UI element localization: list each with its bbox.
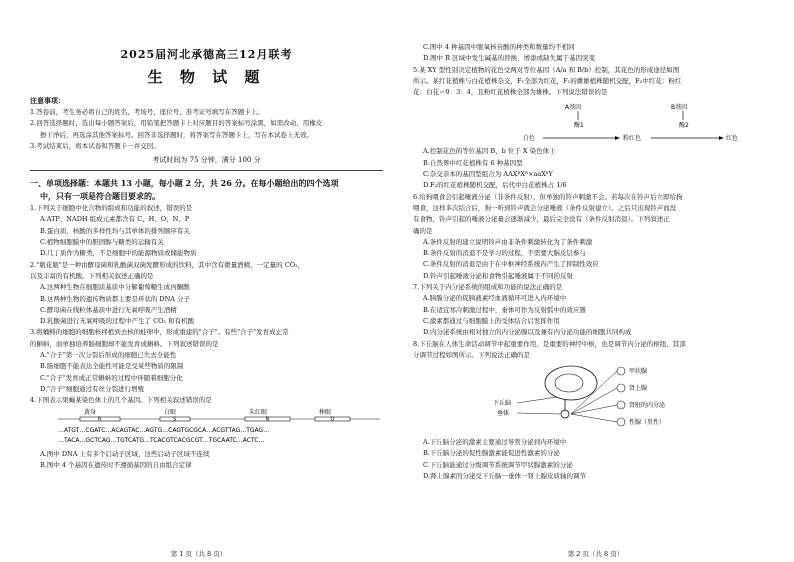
target-organ-icon [617,401,625,409]
enzyme-2-label: 酶2 [679,122,689,130]
question-text: 1.下列关于细胞中化合物的组成和功能的叙述，错误的是 [30,204,193,213]
pituitary-label: 垂体 [497,410,510,418]
answer-option: A.这两种生物在细胞质基质中分解葡萄糖生成丙酮酸 [40,283,190,292]
answer-option: A.图中 DNA 上有多个启动子区域，这些启动子区域不连续 [40,449,210,458]
red-pigment: 红色 [726,135,739,143]
question-text: 8.下丘脑在人体生命活动调节中起重要作用，是重要的神经中枢，也是调节内分泌的枢纽，其部 [413,339,686,348]
gene-diagram [50,408,400,448]
target-arrow [571,371,617,414]
answer-option: B.在适宜寒冷刺激过程中，垂体可作为反射弧中的效应器 [423,305,586,314]
white-pigment: 白色 [523,135,536,143]
answer-option: A."合子"第一次分裂后形成的细胞已失去全能性 [40,351,177,360]
gene-b-label: B基因 [671,104,688,112]
answer-option: D.内分泌系统由相对独立的内分泌腺以及兼有内分泌功能的细胞共同构成 [423,328,632,337]
answer-option: A.胰腺分泌的促胰液素经血液循环可进入内环境中 [423,294,567,303]
question-block-left-after [30,449,383,472]
time-info: 考试时间为 75 分钟，满分 100 分 [152,156,261,165]
question-block-left [30,203,383,406]
target-arrow [571,388,617,414]
gene-name-label: 黄身 [84,408,97,416]
answer-option: D.图中 R 区域中发生碱基的替换，增添或缺失属于基因突变 [423,54,596,63]
question-text: 7.下列关于内分泌系统的组成和功能的说法正确的是 [413,283,563,292]
answer-option: B.蛋白质、核酸的多样性均与其单体的排列顺序有关 [40,226,190,235]
gene-a-label: A基因 [565,104,582,112]
target-organ-label: 性腺（男性） [629,419,666,427]
hypothalamus-label: 下丘脑 [493,400,512,408]
exam-subject: 生 物 试 题 [147,68,266,86]
target-organ-label: 肾脏的内分泌 [629,402,666,410]
answer-option: B.下丘脑分泌的促性腺激素能促进性激素的分泌 [423,449,560,458]
question-text: 喂食，这样多次结合后，狗一听到铃声就会分泌唾液（条件反射建立）。之后只出现铃声而没 [413,203,677,212]
answer-option: A.下丘脑分泌的激素主要通过导管分泌到内环境中 [423,438,567,447]
answer-option: D.肾上腺素的分泌受下丘脑一垂体一肾上腺皮质轴的调节 [423,472,587,481]
question-block-right-b [413,146,766,361]
answer-option: D.F₂的红花植株随机交配，后代中白花植株占 1/6 [423,181,567,190]
question-text: 花：白花＝9：3：4，且粉红花植株全部为雄株。下列说法错误的是 [413,88,608,97]
target-organ-label: 肾上腺 [629,385,648,393]
exam-title: 2025届河北承德高三12月联考 [120,48,293,61]
question-text: 所示。某红花植株与白花植株杂交，F₁全部为红花，F₁的雌雄植株随机交配，F₂中红花：粉红 [413,76,682,85]
section-heading: 一、单项选择题：本题共 13 小题，每小题 2 分，共 26 分。在每小题给出的四个选项 [30,178,339,189]
answer-option: C."合子"发育成正常蝌蚪的过程中伴随着细胞分化 [40,373,183,382]
question-text: 的蝌蚪，而单独培养肠细胞却不能发育成蝌蚪。下列叙述错误的是 [30,339,219,348]
question-text: 分调节过程如图所示。下列说法正确的是 [413,350,530,359]
target-arrow [571,414,617,422]
question-text: 2."瓶花瓶"是一种由酵母菌和乳酸菌双菌发酵形成的饮料，其中含有微量酒精，一定量的 CO₂， [30,260,305,269]
gene-region-marker: Q [330,416,335,423]
question-text: 以及丰富的有机酸。下列相关叙述正确的是 [30,271,154,280]
notice-list [30,107,383,152]
question-block-right-c [413,437,766,482]
page-footer: 第 1 页（共 8 页） [170,550,227,558]
dna-top-strand: …ATGT…CGATC…ACAGTAC…AGTG…CAGTGCGCA…ACGTTAG…TGAG… [58,426,270,434]
question-text: 有食物，铃声引起的唾液分泌量会逐渐减少，最后完全没有（条件反射消退）。下列叙述正 [413,215,670,224]
pink-pigment: 粉红色 [623,135,642,143]
answer-option: B.图中 4 个基因在遗传时不遵循基因的自由组合定律 [40,460,192,469]
notice-item: 2.回答选择题时，选出每小题答案后，用铅笔把答题卡上对应题目的答案标号涂黑，如需改动，用橡皮 [30,119,323,128]
enzyme-1-label: 酶1 [574,122,584,130]
answer-option: C.激素都通过与细胞膜上的受体结合启发挥作用 [423,316,560,325]
answer-option: C.酵母菌在线粒体基质中进行无氧呼吸产生酒精 [40,305,177,314]
question-text: 3.将蛹鲱的细胞的细胞核移植到去核的蛙卵中，形成重建的"合子"。有些"合子"发育成正常 [30,328,289,337]
target-organ-icon [617,418,625,426]
target-arrow [571,405,617,414]
answer-option: B.自然界中红花植株有 6 种基因型 [423,158,523,167]
flower-color-pathway [523,100,743,144]
question-text: 4.下图表示果蝇某染色体上的几个基因。下列相关叙述错误的是 [30,396,212,405]
answer-option: C.植物细胞膜中的胆固醇与糖类的运输有关 [40,238,164,247]
answer-option: D.几丁质作为糖类，不是细胞中的能源物质或储能物质 [40,249,197,258]
question-text: 6.给狗喂食会引起唾液分泌（非条件反射），但单独的铃声刺激不会。若每次在铃声后立即给狗 [413,192,683,201]
question-block-right-a [413,42,766,98]
gene-region-marker: N [265,416,270,423]
target-organ-icon [617,367,625,375]
answer-option: D.乳酸菌进行无氧呼吸的过程中产生了 CO₂ 和有机酸 [40,317,195,326]
gene-region-marker: R [98,416,102,423]
divider [30,170,383,171]
notice-heading: 注意事项： [30,96,65,105]
gene-region-marker: S [173,416,177,423]
target-organ-icon [617,384,625,392]
question-text: 5.某 XY 型性别决定植物的花色受两对等位基因（A/a 和 B/b）控制，其花色的形成途径如图 [413,65,680,74]
section-heading-cont: 中，只有一项是符合题目要求的。 [40,191,160,202]
notice-item: 1.答卷前，考生务必将自己的姓名、考场号、座位号、准考证号填写在答题卡上。 [30,108,264,116]
page-footer: 第 2 页（共 8 页） [567,550,624,558]
answer-option: A.条件反射的建立说明铃声由非条件刺激转化为了条件刺激 [423,237,593,246]
answer-option: C.杂交亲本的基因型组合为 AAXᴮXᴮ×aaXᵇY [423,170,553,179]
hypothalamus-diagram [493,361,693,437]
gene-name-label: 白眼 [164,408,177,416]
question-text: 确的是 [413,226,433,235]
answer-option: C.条件反射的消退是由于在中枢神经系统内产生了抑制性效应 [423,260,599,269]
notice-item: 擦干净后，再选涂其他答案标号。回答非选择题时，将答案写在答题卡上，写在本试卷上无效。 [40,130,313,139]
target-organ-label: 甲状腺 [629,368,648,376]
answer-option: D.铃声引起唾液分泌和食物引起唾液属于不同的反射 [423,271,574,280]
answer-option: C.图中 4 种基因中脱氧核苷酸的种类和数量均不相同 [423,43,575,51]
answer-option: D."合子"细胞通过有丝分裂进行增殖 [40,384,145,393]
answer-option: B.肠细胞不能表达全能性可能是受某些物质的限制 [40,362,184,371]
answer-option: A.ATP、NADH 组成元素都含有 C、H、O、N、P [40,215,190,224]
notice-item: 3.考试结束后，将本试卷和答题卡一并交回。 [30,141,160,150]
page-2 [397,0,794,562]
answer-option: B.条件反射的消退不是学习的过程，不需要大脑皮层参与 [423,249,586,258]
answer-option: A.控制花色的等位基因 B、b 位于 X 染色体上 [423,147,556,156]
gene-name-label: 朱红眼 [249,408,268,416]
answer-option: C.下丘脑能通过分级调节系统调节甲状腺激素的分泌 [423,460,573,469]
gene-name-label: 棒眼 [319,408,332,416]
dna-bottom-strand: …TACA…GCTCAG…TGTCATG…TCACGTCACGCGT…TGCAATC…ACTC… [58,436,265,444]
answer-option: B.这两种生物的遗传物质都主要是环状的 DNA 分子 [40,294,191,303]
